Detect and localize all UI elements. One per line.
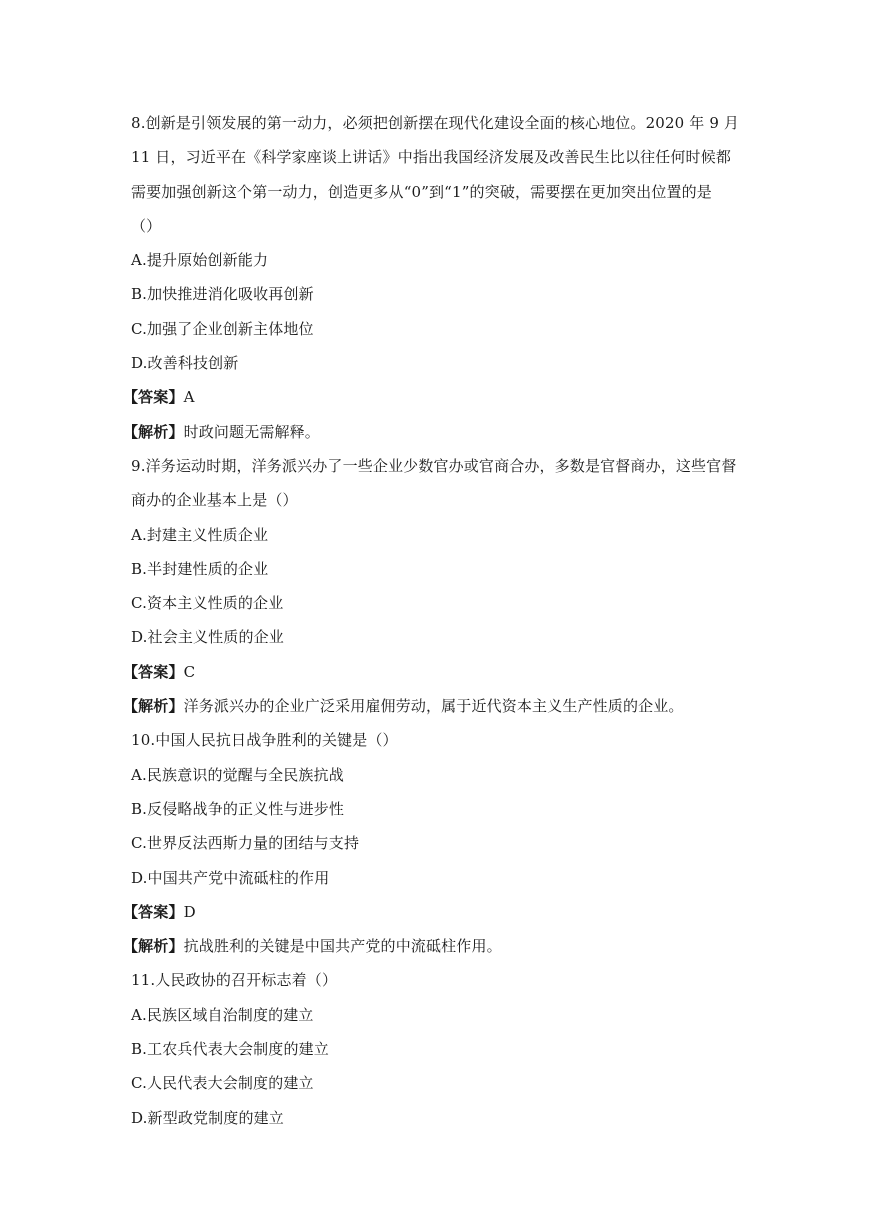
answer-label: 【答案】 (123, 902, 184, 921)
option-b: B.半封建性质的企业 (131, 559, 269, 578)
option-d: D.改善科技创新 (131, 354, 239, 373)
answer-line (123, 655, 741, 689)
analysis-text: 洋务派兴办的企业广泛采用雇佣劳动，属于近代资本主义生产性质的企业。 (183, 697, 684, 716)
option-c: C.人民代表大会制度的建立 (131, 1074, 314, 1093)
question-11 (131, 963, 741, 1134)
analysis-line (123, 929, 741, 963)
question-10 (123, 723, 741, 963)
question-stem: 需要加强创新这个第一动力，创造更多从“0”到“1”的突破，需要摆在更加突出位置的是 (131, 182, 712, 201)
option-a: A.民族区域自治制度的建立 (131, 1005, 314, 1024)
option-b: B.反侵略战争的正义性与进步性 (131, 799, 345, 818)
question-stem: 10.中国人民抗日战争胜利的关键是（） (131, 731, 398, 750)
option-c: C.世界反法西斯力量的团结与支持 (131, 834, 360, 853)
analysis-line (123, 689, 741, 723)
answer-line (123, 380, 741, 414)
option-d: D.社会主义性质的企业 (131, 628, 284, 647)
question-9 (123, 449, 741, 723)
analysis-label: 【解析】 (123, 697, 184, 716)
answer-line (123, 895, 741, 929)
option-d: D.中国共产党中流砥柱的作用 (131, 868, 330, 887)
analysis-text: 抗战胜利的关键是中国共产党的中流砥柱作用。 (183, 937, 502, 956)
option-a: A.封建主义性质企业 (131, 525, 269, 544)
answer-value: C (183, 662, 196, 681)
question-stem: 商办的企业基本上是（） (131, 491, 298, 510)
option-a: A.民族意识的觉醒与全民族抗战 (131, 765, 344, 784)
analysis-text: 时政问题无需解释。 (183, 422, 320, 441)
option-b: B.加快推进消化吸收再创新 (131, 285, 314, 304)
question-stem: 11.人民政协的召开标志着（） (131, 971, 338, 990)
question-stem: （） (131, 216, 162, 235)
option-b: B.工农兵代表大会制度的建立 (131, 1040, 329, 1059)
question-stem: 8.创新是引领发展的第一动力，必须把创新摆在现代化建设全面的核心地位。2020 年 9 月 (131, 114, 740, 132)
analysis-label: 【解析】 (123, 422, 184, 441)
answer-value: A (183, 388, 195, 407)
option-c: C.资本主义性质的企业 (131, 594, 284, 613)
answer-value: D (183, 902, 196, 921)
analysis-label: 【解析】 (123, 937, 184, 956)
analysis-line (123, 415, 741, 449)
question-8 (123, 106, 741, 449)
document-page (123, 106, 741, 1135)
answer-label: 【答案】 (123, 388, 184, 407)
option-d: D.新型政党制度的建立 (131, 1108, 284, 1127)
question-stem: 11 日，习近平在《科学家座谈上讲话》中指出我国经济发展及改善民生比以往任何时候都 (131, 148, 732, 167)
option-c: C.加强了企业创新主体地位 (131, 319, 314, 338)
answer-label: 【答案】 (123, 662, 184, 681)
question-stem: 9.洋务运动时期，洋务派兴办了一些企业少数官办或官商合办，多数是官督商办，这些官督 (131, 456, 737, 475)
option-a: A.提升原始创新能力 (131, 251, 269, 270)
